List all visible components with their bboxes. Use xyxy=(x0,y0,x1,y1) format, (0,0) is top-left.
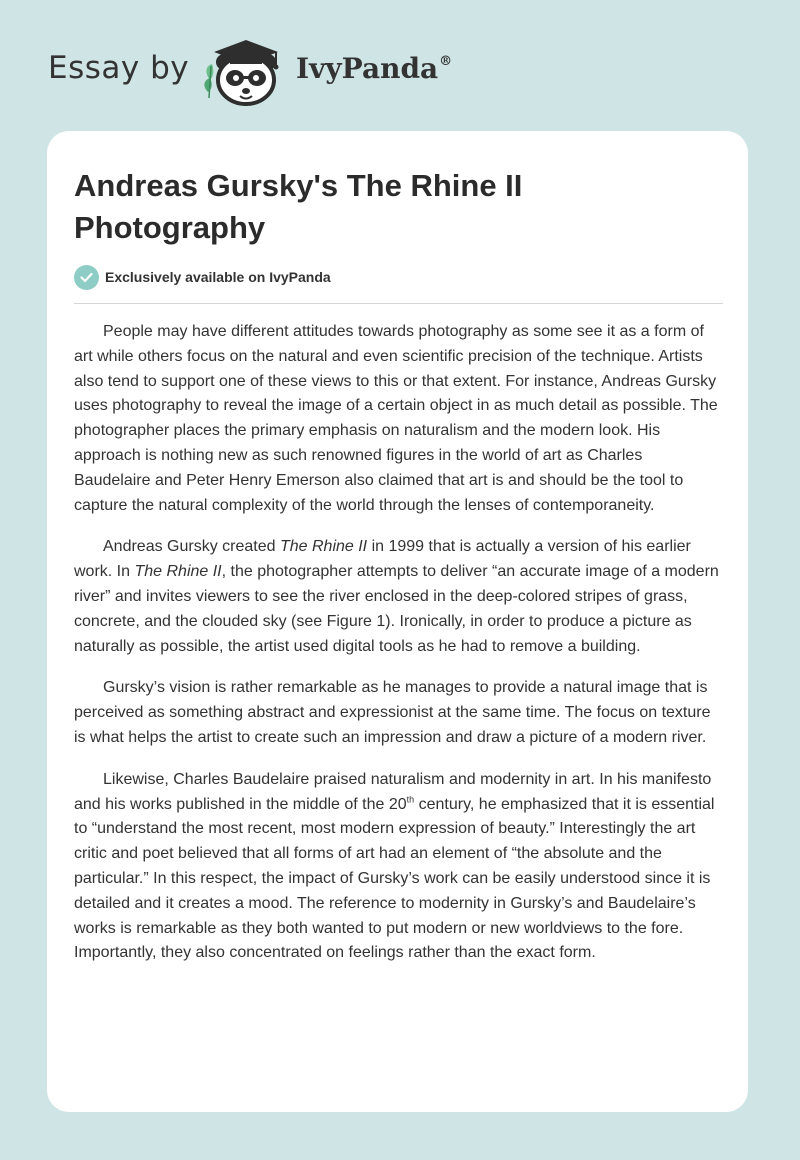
paragraph-2-part: Andreas Gursky created xyxy=(103,538,280,556)
essay-body xyxy=(74,320,723,983)
paragraph-4 xyxy=(74,768,723,966)
exclusive-badge xyxy=(74,264,331,290)
brand-name[interactable] xyxy=(296,52,452,85)
artwork-title: The Rhine II xyxy=(279,538,368,556)
paragraph-4-part: century, he emphasized that it is essential to “understand the most recent, most modern expression of beauty.” Interestingly the art critic and poet believed that all forms of art had an element of “the absolute and the particular.” In this respect, the impact of Gursky’s work can be easily understood since it is detailed and it creates a mood. The reference to modernity in Gursky’s and Baudelaire’s works is remarkable as they both wanted to put modern or new worldviews to the fore. Importantly, they also concentrated on feelings rather than the exact form. xyxy=(74,795,715,962)
paragraph-2-part: in 1999 that is actually a version of his earlier work. In xyxy=(74,538,691,581)
paragraph-1: People may have different attitudes towards photography as some see it as a form of art while others focus on the natural and even scientific precision of the technique. Artists also tend to support one of these views to this or that extent. For instance, Andreas Gursky uses photography to reveal the image of a certain object in as much detail as possible. The photographer places the primary emphasis on naturalism and the modern look. His approach is nothing new as such renowned figures in the world of art as Charles Baudelaire and Peter Henry Emerson also claimed that art is and should be the tool to capture the natural complexity of the world through the lenses of contemporaneity. xyxy=(74,323,718,514)
essay-card xyxy=(47,131,748,1112)
divider xyxy=(74,303,723,304)
registered-mark: ® xyxy=(439,54,453,69)
essay-by-label: Essay by xyxy=(48,50,190,86)
paragraph-2 xyxy=(74,535,723,659)
artwork-title: The Rhine II xyxy=(134,563,222,581)
brand-text: IvyPanda xyxy=(296,52,439,85)
paragraph-2-part: , the photographer attempts to deliver “an accurate image of a modern river” and invites viewers to see the river enclosed in the deep-colored stripes of grass, concrete, and the clouded sky (see Figure 1). Ironically, in order to produce a picture as naturally as possible, the artist used digital tools as he had to remove a building. xyxy=(74,563,719,655)
panda-graduate-icon[interactable] xyxy=(200,36,292,108)
exclusive-label: Exclusively available on IvyPanda xyxy=(105,269,331,285)
site-header xyxy=(0,0,800,130)
paragraph-4-part: Likewise, Charles Baudelaire praised naturalism and modernity in art. In his manifesto and his works published in the middle of the 20 xyxy=(74,770,712,813)
ordinal-suffix: th xyxy=(406,794,415,805)
essay-title: Andreas Gursky's The Rhine II Photography xyxy=(74,168,523,245)
paragraph-3: Gursky’s vision is rather remarkable as he manages to provide a natural image that is perceived as something abstract and expressionist at the same time. The focus on texture is what helps the artist to create such an impression and draw a picture of a modern river. xyxy=(74,679,711,746)
check-circle-icon xyxy=(74,265,99,290)
